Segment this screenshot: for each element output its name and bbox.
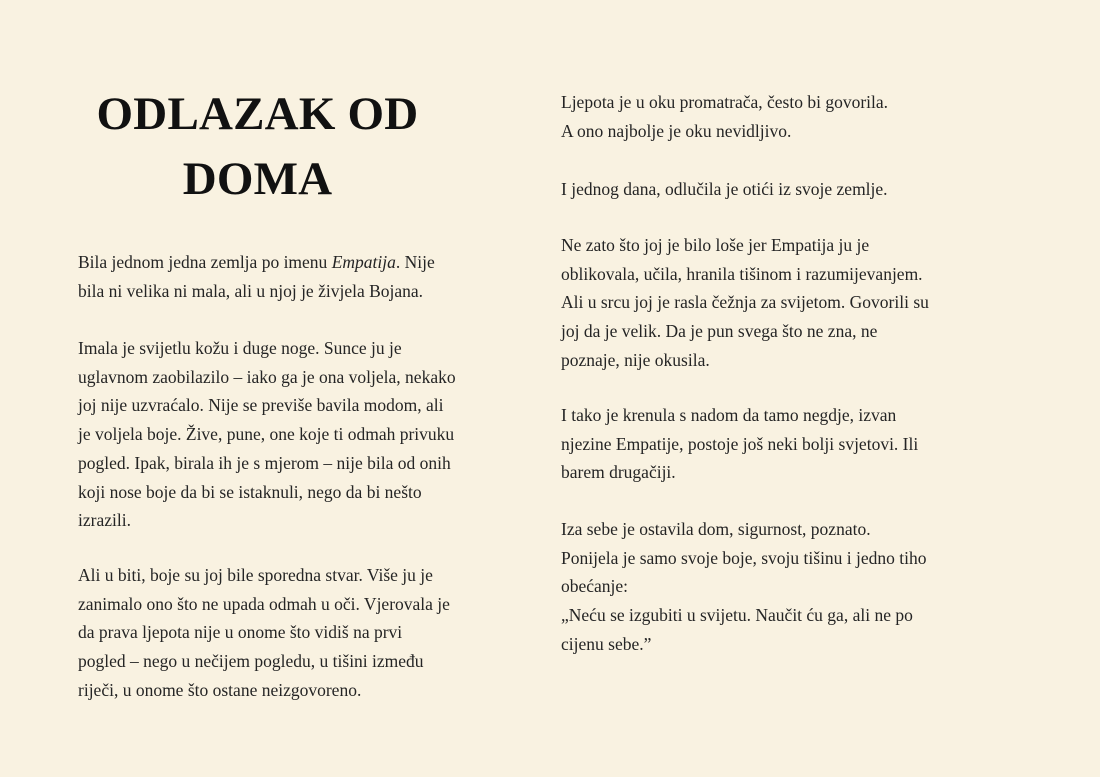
text-line: zanimalo ono što ne upada odmah u oči. Vjerovala je <box>78 593 450 614</box>
paragraph-promise <box>561 515 927 659</box>
text-line: Ponijela je samo svoje boje, svoju tišinu i jedno tiho <box>561 547 927 568</box>
text-line: barem drugačiji. <box>561 462 676 483</box>
text-line: „Neću se izgubiti u svijetu. Naučit ću ga, ali ne po <box>561 605 913 626</box>
paragraph-saying <box>561 88 888 145</box>
text-line: poznaje, nije okusila. <box>561 349 710 370</box>
text-line: Ali u biti, boje su joj bile sporedna stvar. Više ju je <box>78 565 433 585</box>
text-line: njezine Empatije, postoje još neki bolji svjetovi. Ili <box>561 433 919 454</box>
text-line: Ali u srcu joj je rasla čežnja za svijetom. Govorili su <box>561 292 929 313</box>
text-line: obećanje: <box>561 576 629 597</box>
text-line: cijenu sebe.” <box>561 633 652 654</box>
text-line: riječi, u onome što ostane neizgovoreno. <box>78 679 362 700</box>
title-line: ODLAZAK OD <box>96 88 419 140</box>
paragraph-longing <box>561 231 929 375</box>
page-title <box>80 82 435 212</box>
text-line: da prava ljepota nije u onome što vidiš na prvi <box>78 622 403 643</box>
text-line: uglavnom zaobilazilo – iako ga je ona voljela, nekako <box>78 366 456 387</box>
text-line: I jednog dana, odlučila je otići iz svoje zemlje. <box>561 179 888 199</box>
paragraph-decision <box>561 175 888 204</box>
text-line: Ne zato što joj je bilo loše jer Empatija ju je <box>561 235 870 255</box>
text-line: A ono najbolje je oku nevidljivo. <box>561 120 792 141</box>
text-line: joj da je velik. Da je pun svega što ne zna, ne <box>561 321 878 342</box>
text-line: pogled – nego u nečijem pogledu, u tišini između <box>78 651 424 672</box>
paragraph-beauty <box>78 561 450 705</box>
text-line: je voljela boje. Žive, pune, one koje ti odmah privuku <box>78 424 455 445</box>
paragraph-description <box>78 334 456 535</box>
text-segment: . Nije <box>395 252 435 272</box>
text-line: oblikovala, učila, hranila tišinom i razumijevanjem. <box>561 263 923 284</box>
text-line <box>78 248 435 277</box>
text-segment: Bila jednom jedna zemlja po imenu <box>78 252 332 272</box>
text-line: Iza sebe je ostavila dom, sigurnost, poznato. <box>561 519 871 539</box>
paragraph-intro <box>78 248 435 305</box>
text-line: izrazili. <box>78 510 131 531</box>
text-line: Imala je svijetlu kožu i duge noge. Sunce ju je <box>78 338 402 358</box>
text-line: pogled. Ipak, birala ih je s mjerom – nije bila od onih <box>78 452 451 473</box>
title-line: DOMA <box>182 153 333 205</box>
text-line: koji nose boje da bi se istaknuli, nego da bi nešto <box>78 481 422 502</box>
text-line: I tako je krenula s nadom da tamo negdje, izvan <box>561 405 897 425</box>
paragraph-journey <box>561 401 918 487</box>
text-line: bila ni velika ni mala, ali u njoj je živjela Bojana. <box>78 280 424 301</box>
country-name: Empatija <box>331 252 396 272</box>
text-line: joj nije uzvraćalo. Nije se previše bavila modom, ali <box>78 395 444 416</box>
text-line: Ljepota je u oku promatrača, često bi govorila. <box>561 92 889 112</box>
